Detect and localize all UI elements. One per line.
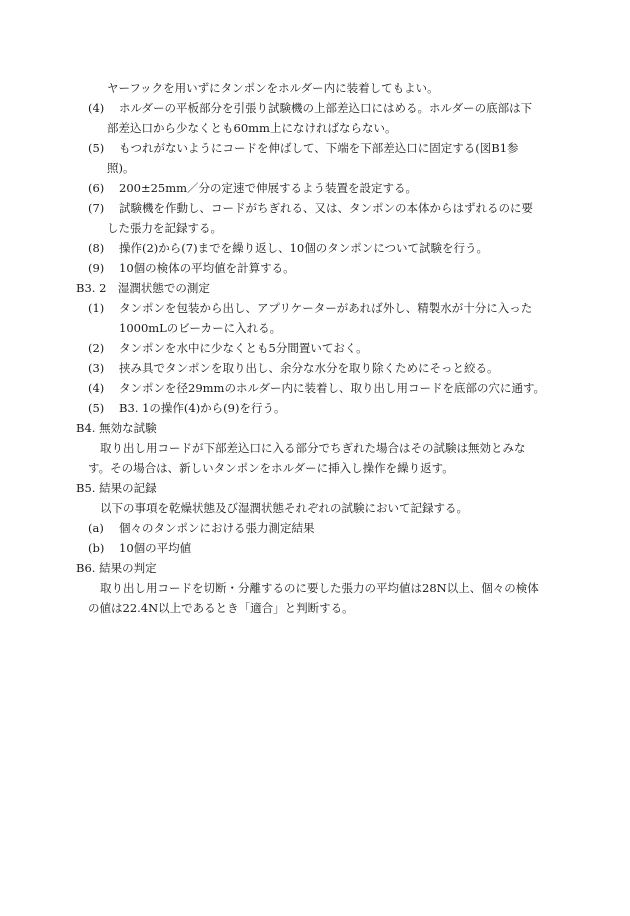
step-4-line-2: 部差込口から少なくとも60mm上になければならない。 (107, 121, 397, 135)
step-number: (4) (88, 381, 105, 395)
wet-step-3 (88, 361, 499, 375)
section-b3-2-heading: B3. 2 湿潤状態での測定 (76, 281, 210, 295)
section-b6-heading: B6. 結果の判定 (76, 561, 157, 575)
step-4-line-1 (88, 101, 532, 115)
step-text: 試験機を作動し、コードがちぎれる、又は、タンポンの本体からはずれるのに要 (119, 201, 533, 215)
section-b5-heading: B5. 結果の記録 (76, 481, 157, 495)
step-text: 200±25mm／分の定速で伸展するよう装置を設定する。 (119, 181, 418, 195)
wet-step-1-line-2: 1000mLのビーカーに入れる。 (119, 321, 282, 335)
item-label: (a) (88, 521, 104, 535)
wet-step-4 (88, 381, 545, 395)
step-number: (3) (88, 361, 105, 375)
step-number: (5) (88, 141, 105, 155)
b5-item-b (88, 541, 191, 555)
b6-line-1: 取り出し用コードを切断・分離するのに要した張力の平均値は28N以上、個々の検体 (100, 581, 539, 595)
step-7-line-1 (88, 201, 533, 215)
continuation-line: ヤーフックを用いずにタンポンをホルダー内に装着してもよい。 (107, 81, 439, 95)
step-text: タンポンを径29mmのホルダー内に装着し、取り出し用コードを底部の穴に通す。 (119, 381, 546, 395)
b5-intro: 以下の事項を乾燥状態及び湿潤状態それぞれの試験において記録する。 (100, 501, 468, 515)
wet-step-1-line-1 (88, 301, 532, 315)
step-number: (2) (88, 341, 105, 355)
step-text: タンポンを水中に少なくとも5分間置いておく。 (119, 341, 368, 355)
wet-step-5 (88, 401, 285, 415)
wet-step-2 (88, 341, 368, 355)
step-number: (4) (88, 101, 105, 115)
step-9 (88, 261, 295, 275)
step-number: (5) (88, 401, 105, 415)
b4-line-1: 取り出し用コードが下部差込口に入る部分でちぎれた場合はその試験は無効とみな (100, 441, 526, 455)
step-6 (88, 181, 417, 195)
item-text: 個々のタンポンにおける張力測定結果 (119, 521, 315, 535)
step-number: (9) (88, 261, 105, 275)
step-text: 挟み具でタンポンを取り出し、余分な水分を取り除くためにそっと絞る。 (119, 361, 499, 375)
step-number: (8) (88, 241, 105, 255)
step-5-line-2: 照)。 (107, 161, 135, 175)
b5-item-a (88, 521, 315, 535)
step-8 (88, 241, 488, 255)
step-number: (7) (88, 201, 105, 215)
step-number: (6) (88, 181, 105, 195)
b4-line-2: す。その場合は、新しいタンポンをホルダーに挿入し操作を繰り返す。 (88, 461, 454, 475)
item-label: (b) (88, 541, 105, 555)
step-text: 操作(2)から(7)までを繰り返し、10個のタンポンについて試験を行う。 (119, 241, 488, 255)
b6-line-2: の値は22.4N以上であるとき「適合」と判断する。 (88, 601, 354, 615)
step-text: ホルダーの平板部分を引張り試験機の上部差込口にはめる。ホルダーの底部は下 (119, 101, 533, 115)
step-text: タンポンを包装から出し、アプリケーターがあれば外し、精製水が十分に入った (119, 301, 533, 315)
step-number: (1) (88, 301, 105, 315)
section-b4-heading: B4. 無効な試験 (76, 421, 157, 435)
step-5-line-1 (88, 141, 519, 155)
step-7-line-2: した張力を記録する。 (107, 221, 222, 235)
item-text: 10個の平均値 (119, 541, 192, 555)
step-text: 10個の検体の平均値を計算する。 (119, 261, 295, 275)
step-text: もつれがないようにコードを伸ばして、下端を下部差込口に固定する(図B1参 (119, 141, 519, 155)
step-text: B3. 1の操作(4)から(9)を行う。 (119, 401, 286, 415)
